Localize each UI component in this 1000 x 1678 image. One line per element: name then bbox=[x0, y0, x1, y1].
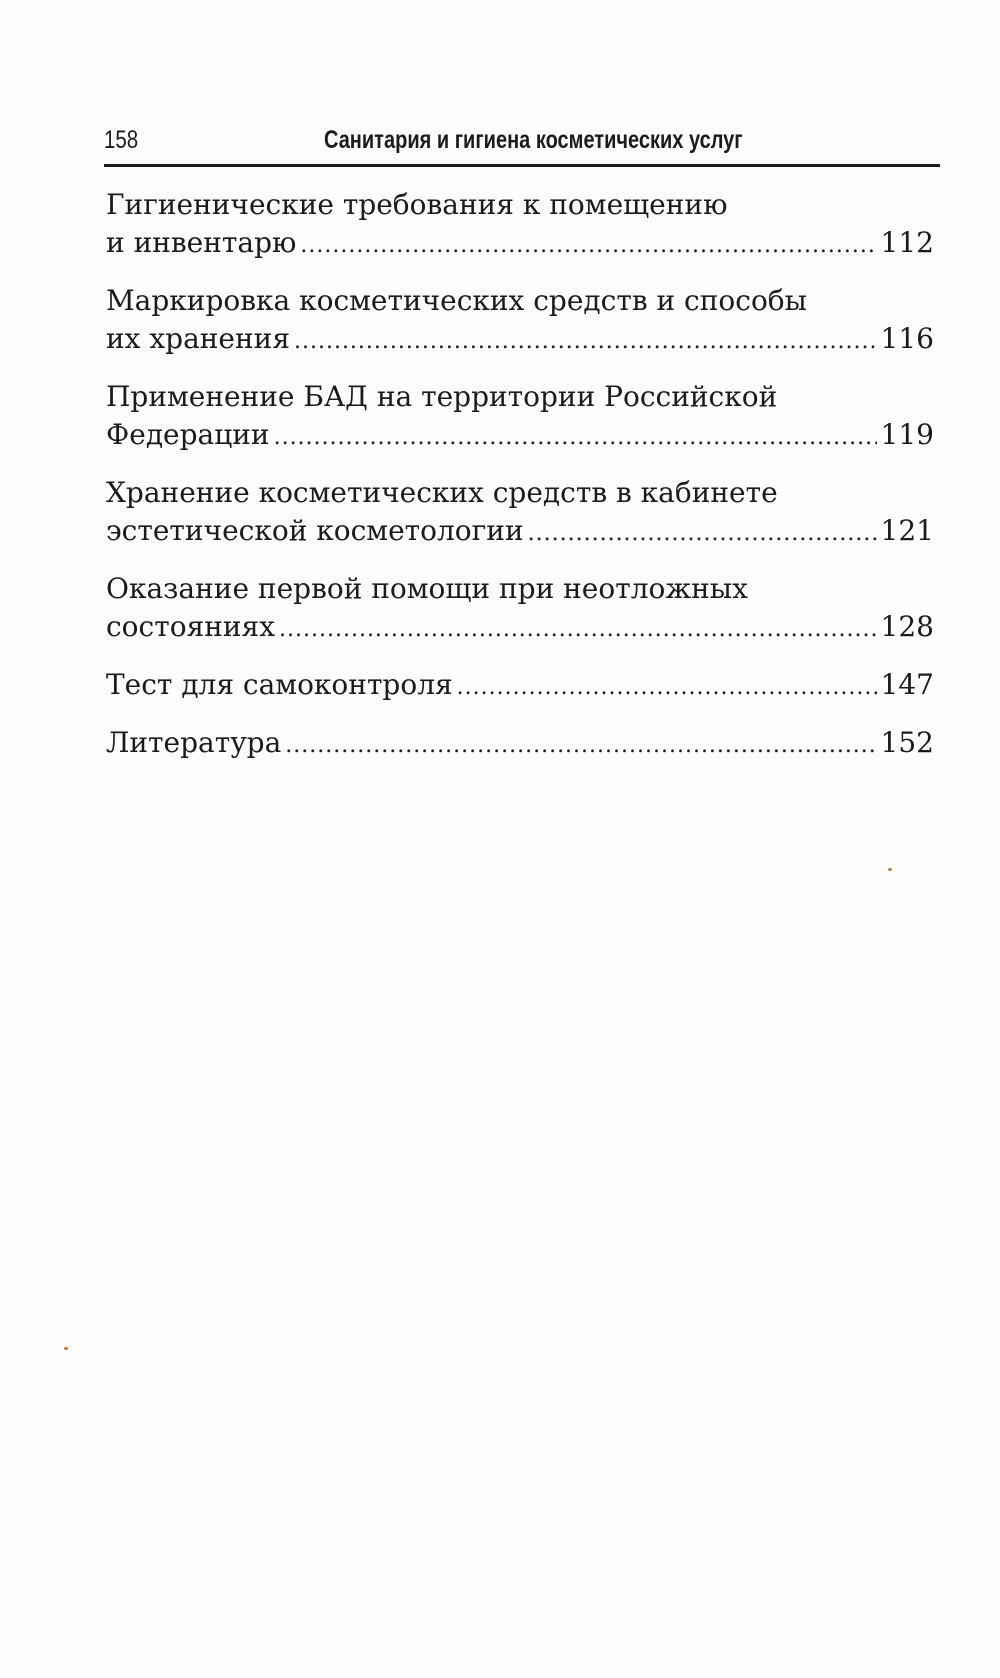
dot-leader bbox=[300, 227, 876, 265]
toc-entry-title-line: Гигиенические требования к помещению bbox=[106, 188, 728, 221]
toc-entry-page: 119 bbox=[880, 418, 934, 451]
header-rule bbox=[104, 164, 940, 167]
toc-entry-last-line bbox=[106, 320, 934, 361]
toc-entry-page: 116 bbox=[880, 322, 934, 355]
print-speck bbox=[64, 1347, 68, 1350]
toc-entry-page: 147 bbox=[880, 668, 934, 701]
toc-entry[interactable] bbox=[106, 474, 934, 553]
toc-entry-last-line bbox=[106, 724, 934, 765]
toc-entry-title-line: Оказание первой помощи при неотложных bbox=[106, 572, 748, 605]
toc-entry-title-end: и инвентарю bbox=[106, 226, 297, 259]
toc-entry-page: 152 bbox=[880, 726, 934, 759]
toc-entry[interactable] bbox=[106, 666, 934, 707]
running-title: Санитария и гигиена косметических услуг bbox=[324, 126, 743, 154]
dot-leader bbox=[274, 419, 877, 457]
page-number: 158 bbox=[104, 126, 139, 154]
dot-leader bbox=[294, 323, 877, 361]
toc-entry-title-end: Тест для самоконтроля bbox=[106, 668, 453, 701]
toc-entry-page: 121 bbox=[880, 514, 934, 547]
toc-entry-title-end: Федерации bbox=[106, 418, 270, 451]
dot-leader bbox=[457, 669, 877, 707]
toc-entry-title-line: Маркировка косметических средств и способы bbox=[106, 284, 807, 317]
toc-entry-title-line: Хранение косметических средств в кабинете bbox=[106, 476, 778, 509]
toc-entry-last-line bbox=[106, 224, 934, 265]
toc-entry-title-end: состояниях bbox=[106, 610, 276, 643]
print-speck bbox=[888, 868, 892, 871]
toc-entry-title-line: Применение БАД на территории Российской bbox=[106, 380, 778, 413]
toc-entry-title-end: Литература bbox=[106, 726, 282, 759]
toc-entry[interactable] bbox=[106, 186, 934, 265]
table-of-contents bbox=[106, 186, 934, 782]
toc-entry-last-line bbox=[106, 512, 934, 553]
toc-entry-title-end: их хранения bbox=[106, 322, 290, 355]
toc-entry-last-line bbox=[106, 608, 934, 649]
toc-entry-page: 112 bbox=[880, 226, 934, 259]
toc-entry[interactable] bbox=[106, 378, 934, 457]
dot-leader bbox=[528, 515, 877, 553]
toc-entry[interactable] bbox=[106, 724, 934, 765]
dot-leader bbox=[279, 611, 877, 649]
toc-entry-title-end: эстетической косметологии bbox=[106, 514, 524, 547]
running-head bbox=[104, 120, 940, 164]
toc-entry[interactable] bbox=[106, 570, 934, 649]
toc-entry[interactable] bbox=[106, 282, 934, 361]
toc-entry-last-line bbox=[106, 666, 934, 707]
toc-entry-page: 128 bbox=[880, 610, 934, 643]
toc-entry-last-line bbox=[106, 416, 934, 457]
dot-leader bbox=[285, 727, 876, 765]
